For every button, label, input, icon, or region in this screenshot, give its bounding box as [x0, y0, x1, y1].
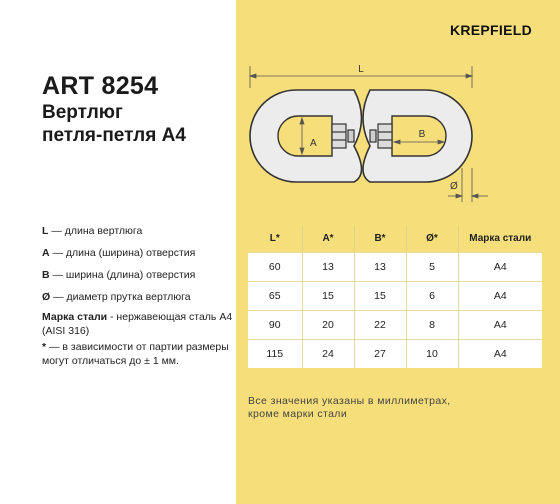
cell-b: 27 [354, 339, 406, 368]
units-footnote [248, 395, 451, 421]
legend-length: L — длина вертлюга [42, 225, 143, 237]
cell-steel: А4 [458, 310, 542, 339]
cell-l: 90 [248, 310, 302, 339]
cell-diameter: 8 [406, 310, 458, 339]
article-number: ART 8254 [42, 72, 159, 100]
cell-a: 15 [302, 281, 354, 310]
cell-l: 60 [248, 252, 302, 281]
footnote-line2: кроме марки стали [248, 408, 348, 420]
spec-table [248, 226, 542, 368]
label-diameter: Ø [450, 181, 458, 192]
cell-b: 13 [354, 252, 406, 281]
header-a: A* [302, 226, 354, 252]
spec-table-header [248, 226, 542, 252]
table-row [248, 310, 542, 339]
product-title-line2: петля-петля А4 [42, 125, 186, 146]
table-row [248, 281, 542, 310]
center-nuts [332, 124, 392, 148]
cell-a: 13 [302, 252, 354, 281]
header-b: B* [354, 226, 406, 252]
cell-a: 24 [302, 339, 354, 368]
legend-steel: Марка стали - нержавеющая сталь А4 (AISI 316) [42, 311, 233, 337]
label-b: B [418, 129, 426, 140]
cell-a: 20 [302, 310, 354, 339]
product-title-line1: Вертлюг [42, 102, 123, 123]
cell-b: 22 [354, 310, 406, 339]
header-steel: Марка стали [458, 226, 542, 252]
footnote-line1: Все значения указаны в миллиметрах, [248, 395, 451, 407]
cell-l: 65 [248, 281, 302, 310]
legend-b: B — ширина (длина) отверстия [42, 269, 196, 281]
cell-steel: А4 [458, 339, 542, 368]
cell-steel: А4 [458, 252, 542, 281]
table-row [248, 252, 542, 281]
cell-diameter: 6 [406, 281, 458, 310]
cell-diameter: 5 [406, 252, 458, 281]
cell-steel: А4 [458, 281, 542, 310]
table-row [248, 339, 542, 368]
cell-l: 115 [248, 339, 302, 368]
product-title [42, 101, 186, 147]
header-l: L* [248, 226, 302, 252]
swivel-drawing [236, 56, 560, 216]
cell-diameter: 10 [406, 339, 458, 368]
legend-diameter: Ø — диаметр прутка вертлюга [42, 291, 191, 303]
legend-tolerance-note: * — в зависимости от партии размеры могут отличаться до ± 1 мм. [42, 341, 229, 367]
label-l: L [358, 64, 364, 75]
legend-a: A — длина (ширина) отверстия [42, 247, 196, 259]
cell-b: 15 [354, 281, 406, 310]
label-a: A [310, 138, 317, 149]
header-diameter: Ø* [406, 226, 458, 252]
brand-logo: KREPFIELD [449, 22, 532, 38]
